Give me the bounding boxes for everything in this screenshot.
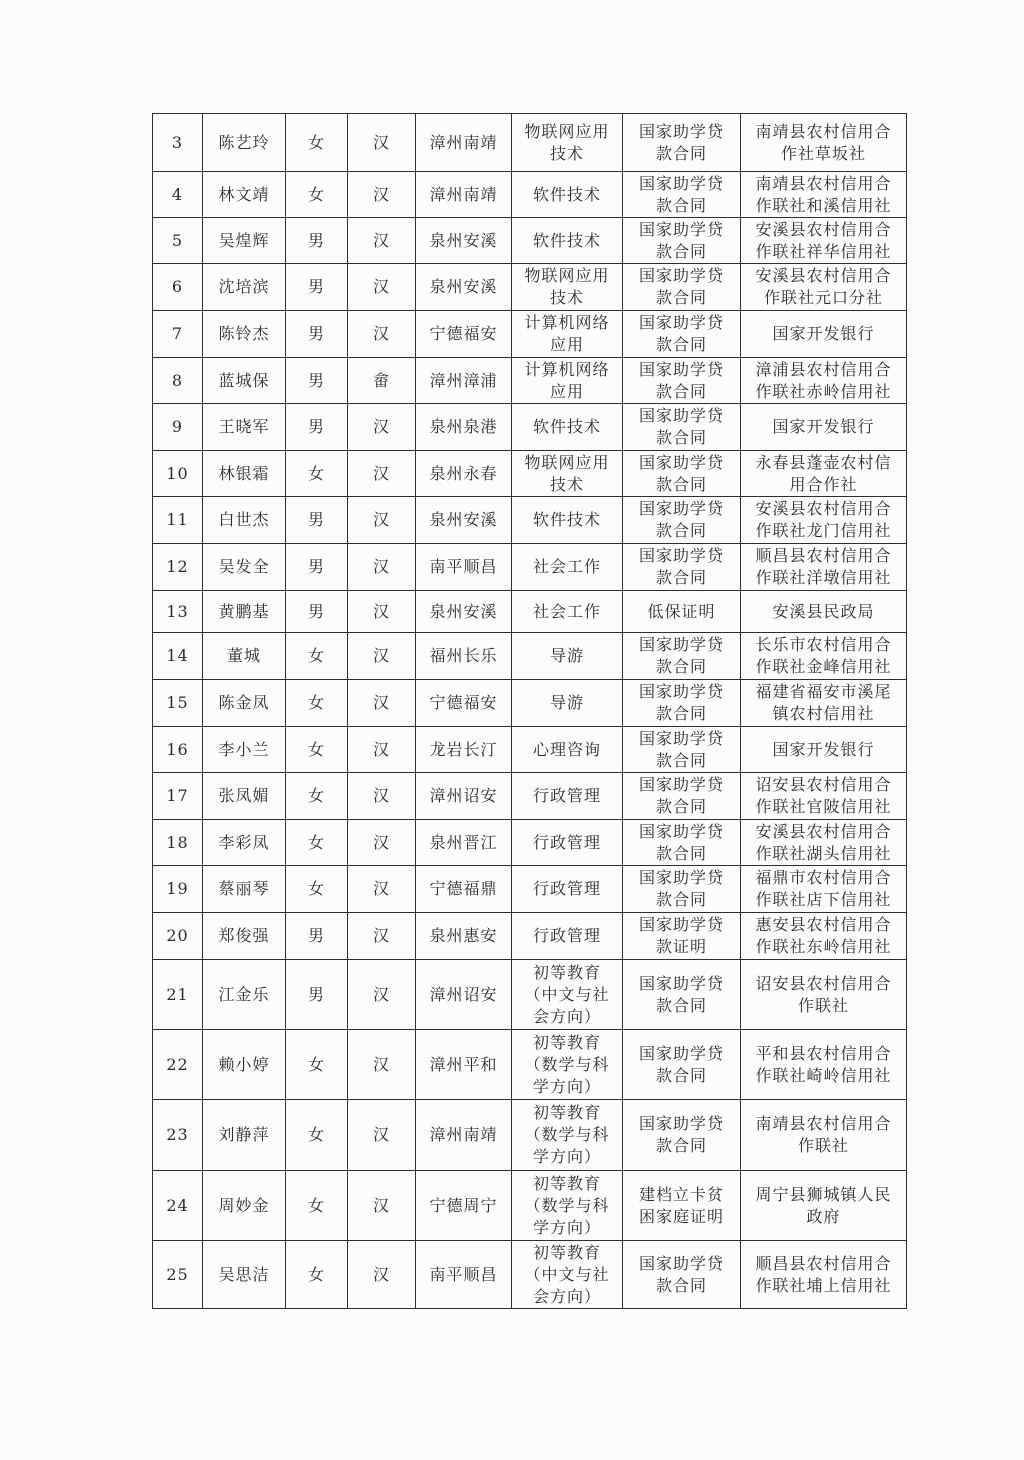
hometown-cell: 泉州安溪 <box>416 218 512 264</box>
ethnicity-cell: 畲 <box>348 358 416 404</box>
table-row <box>153 404 907 451</box>
issuing-institution-cell: 安溪县农村信用合 作联社元口分社 <box>741 264 907 311</box>
row-number-cell: 25 <box>153 1241 203 1309</box>
hometown-cell: 漳州南靖 <box>416 172 512 218</box>
student-name-cell: 黄鹏基 <box>203 591 286 633</box>
table-row <box>153 218 907 264</box>
hometown-cell: 泉州安溪 <box>416 497 512 544</box>
proof-document-cell: 国家助学贷 款合同 <box>623 1030 741 1100</box>
hometown-cell: 漳州平和 <box>416 1030 512 1100</box>
ethnicity-cell: 汉 <box>348 680 416 727</box>
hometown-cell: 漳州诏安 <box>416 960 512 1030</box>
ethnicity-cell: 汉 <box>348 820 416 866</box>
table-row <box>153 820 907 866</box>
table-row <box>153 1171 907 1241</box>
issuing-institution-cell: 南靖县农村信用合 作社草坂社 <box>741 114 907 172</box>
row-number-cell: 20 <box>153 913 203 960</box>
ethnicity-cell: 汉 <box>348 591 416 633</box>
row-number-cell: 24 <box>153 1171 203 1241</box>
ethnicity-cell: 汉 <box>348 1171 416 1241</box>
student-name-cell: 陈艺玲 <box>203 114 286 172</box>
row-number-cell: 6 <box>153 264 203 311</box>
issuing-institution-cell: 福鼎市农村信用合 作联社店下信用社 <box>741 866 907 913</box>
ethnicity-cell: 汉 <box>348 727 416 773</box>
gender-cell: 女 <box>286 451 348 497</box>
major-cell: 导游 <box>512 633 623 680</box>
table-row <box>153 1030 907 1100</box>
ethnicity-cell: 汉 <box>348 311 416 358</box>
issuing-institution-cell: 顺昌县农村信用合 作联社埔上信用社 <box>741 1241 907 1309</box>
major-cell: 行政管理 <box>512 866 623 913</box>
table-row <box>153 960 907 1030</box>
issuing-institution-cell: 国家开发银行 <box>741 404 907 451</box>
proof-document-cell: 国家助学贷 款合同 <box>623 544 741 591</box>
hometown-cell: 泉州永春 <box>416 451 512 497</box>
hometown-cell: 泉州晋江 <box>416 820 512 866</box>
ethnicity-cell: 汉 <box>348 451 416 497</box>
row-number-cell: 12 <box>153 544 203 591</box>
proof-document-cell: 国家助学贷 款合同 <box>623 727 741 773</box>
row-number-cell: 11 <box>153 497 203 544</box>
proof-document-cell: 建档立卡贫 困家庭证明 <box>623 1171 741 1241</box>
table-row <box>153 591 907 633</box>
issuing-institution-cell: 国家开发银行 <box>741 727 907 773</box>
issuing-institution-cell: 诏安县农村信用合 作联社官陂信用社 <box>741 773 907 820</box>
ethnicity-cell: 汉 <box>348 497 416 544</box>
proof-document-cell: 国家助学贷 款合同 <box>623 404 741 451</box>
gender-cell: 女 <box>286 1241 348 1309</box>
gender-cell: 女 <box>286 633 348 680</box>
ethnicity-cell: 汉 <box>348 114 416 172</box>
proof-document-cell: 国家助学贷 款证明 <box>623 913 741 960</box>
proof-document-cell: 国家助学贷 款合同 <box>623 1100 741 1171</box>
table-row <box>153 451 907 497</box>
table-row <box>153 633 907 680</box>
hometown-cell: 南平顺昌 <box>416 1241 512 1309</box>
row-number-cell: 5 <box>153 218 203 264</box>
major-cell: 计算机网络 应用 <box>512 358 623 404</box>
gender-cell: 女 <box>286 172 348 218</box>
student-name-cell: 张凤媚 <box>203 773 286 820</box>
student-name-cell: 董城 <box>203 633 286 680</box>
student-name-cell: 林银霜 <box>203 451 286 497</box>
row-number-cell: 3 <box>153 114 203 172</box>
proof-document-cell: 国家助学贷 款合同 <box>623 114 741 172</box>
major-cell: 物联网应用 技术 <box>512 114 623 172</box>
major-cell: 导游 <box>512 680 623 727</box>
student-name-cell: 刘静萍 <box>203 1100 286 1171</box>
major-cell: 初等教育 （中文与社 会方向） <box>512 960 623 1030</box>
issuing-institution-cell: 安溪县农村信用合 作联社祥华信用社 <box>741 218 907 264</box>
hometown-cell: 漳州漳浦 <box>416 358 512 404</box>
gender-cell: 男 <box>286 264 348 311</box>
row-number-cell: 7 <box>153 311 203 358</box>
table-row <box>153 311 907 358</box>
ethnicity-cell: 汉 <box>348 960 416 1030</box>
hometown-cell: 漳州南靖 <box>416 1100 512 1171</box>
gender-cell: 女 <box>286 114 348 172</box>
major-cell: 行政管理 <box>512 773 623 820</box>
gender-cell: 女 <box>286 1100 348 1171</box>
student-name-cell: 郑俊强 <box>203 913 286 960</box>
ethnicity-cell: 汉 <box>348 633 416 680</box>
major-cell: 物联网应用 技术 <box>512 451 623 497</box>
gender-cell: 男 <box>286 218 348 264</box>
ethnicity-cell: 汉 <box>348 544 416 591</box>
proof-document-cell: 国家助学贷 款合同 <box>623 680 741 727</box>
student-name-cell: 陈铃杰 <box>203 311 286 358</box>
proof-document-cell: 国家助学贷 款合同 <box>623 633 741 680</box>
hometown-cell: 泉州惠安 <box>416 913 512 960</box>
table-row <box>153 913 907 960</box>
student-name-cell: 林文靖 <box>203 172 286 218</box>
gender-cell: 男 <box>286 497 348 544</box>
gender-cell: 女 <box>286 680 348 727</box>
table-row <box>153 358 907 404</box>
major-cell: 社会工作 <box>512 544 623 591</box>
hometown-cell: 福州长乐 <box>416 633 512 680</box>
ethnicity-cell: 汉 <box>348 1241 416 1309</box>
proof-document-cell: 国家助学贷 款合同 <box>623 1241 741 1309</box>
proof-document-cell: 国家助学贷 款合同 <box>623 773 741 820</box>
issuing-institution-cell: 永春县蓬壶农村信 用合作社 <box>741 451 907 497</box>
hometown-cell: 泉州安溪 <box>416 591 512 633</box>
issuing-institution-cell: 漳浦县农村信用合 作联社赤岭信用社 <box>741 358 907 404</box>
major-cell: 软件技术 <box>512 218 623 264</box>
student-name-cell: 王晓军 <box>203 404 286 451</box>
table-row <box>153 1241 907 1309</box>
major-cell: 行政管理 <box>512 913 623 960</box>
gender-cell: 女 <box>286 1171 348 1241</box>
major-cell: 初等教育 （数学与科 学方向） <box>512 1171 623 1241</box>
row-number-cell: 18 <box>153 820 203 866</box>
issuing-institution-cell: 南靖县农村信用合 作联社和溪信用社 <box>741 172 907 218</box>
gender-cell: 男 <box>286 960 348 1030</box>
gender-cell: 男 <box>286 544 348 591</box>
issuing-institution-cell: 安溪县民政局 <box>741 591 907 633</box>
proof-document-cell: 国家助学贷 款合同 <box>623 960 741 1030</box>
table-row <box>153 1100 907 1171</box>
row-number-cell: 4 <box>153 172 203 218</box>
ethnicity-cell: 汉 <box>348 218 416 264</box>
gender-cell: 男 <box>286 311 348 358</box>
gender-cell: 女 <box>286 866 348 913</box>
hometown-cell: 宁德福安 <box>416 680 512 727</box>
proof-document-cell: 国家助学贷 款合同 <box>623 497 741 544</box>
row-number-cell: 8 <box>153 358 203 404</box>
hometown-cell: 龙岩长汀 <box>416 727 512 773</box>
table-row <box>153 680 907 727</box>
ethnicity-cell: 汉 <box>348 913 416 960</box>
row-number-cell: 19 <box>153 866 203 913</box>
gender-cell: 男 <box>286 404 348 451</box>
student-name-cell: 李彩凤 <box>203 820 286 866</box>
proof-document-cell: 国家助学贷 款合同 <box>623 358 741 404</box>
row-number-cell: 21 <box>153 960 203 1030</box>
gender-cell: 男 <box>286 913 348 960</box>
ethnicity-cell: 汉 <box>348 773 416 820</box>
issuing-institution-cell: 顺昌县农村信用合 作联社洋墩信用社 <box>741 544 907 591</box>
row-number-cell: 16 <box>153 727 203 773</box>
student-name-cell: 蓝城保 <box>203 358 286 404</box>
major-cell: 行政管理 <box>512 820 623 866</box>
issuing-institution-cell: 南靖县农村信用合 作联社 <box>741 1100 907 1171</box>
student-name-cell: 周妙金 <box>203 1171 286 1241</box>
ethnicity-cell: 汉 <box>348 1030 416 1100</box>
ethnicity-cell: 汉 <box>348 264 416 311</box>
row-number-cell: 15 <box>153 680 203 727</box>
table-row <box>153 172 907 218</box>
major-cell: 初等教育 （数学与科 学方向） <box>512 1100 623 1171</box>
issuing-institution-cell: 安溪县农村信用合 作联社龙门信用社 <box>741 497 907 544</box>
major-cell: 初等教育 （中文与社 会方向） <box>512 1241 623 1309</box>
major-cell: 计算机网络 应用 <box>512 311 623 358</box>
table-row <box>153 727 907 773</box>
issuing-institution-cell: 福建省福安市溪尾 镇农村信用社 <box>741 680 907 727</box>
gender-cell: 女 <box>286 820 348 866</box>
hometown-cell: 宁德福安 <box>416 311 512 358</box>
hometown-cell: 南平顺昌 <box>416 544 512 591</box>
student-name-cell: 吴发全 <box>203 544 286 591</box>
row-number-cell: 10 <box>153 451 203 497</box>
major-cell: 心理咨询 <box>512 727 623 773</box>
hometown-cell: 宁德周宁 <box>416 1171 512 1241</box>
table-row <box>153 114 907 172</box>
row-number-cell: 17 <box>153 773 203 820</box>
student-name-cell: 吴煌辉 <box>203 218 286 264</box>
major-cell: 社会工作 <box>512 591 623 633</box>
row-number-cell: 13 <box>153 591 203 633</box>
hometown-cell: 漳州诏安 <box>416 773 512 820</box>
issuing-institution-cell: 国家开发银行 <box>741 311 907 358</box>
issuing-institution-cell: 诏安县农村信用合 作联社 <box>741 960 907 1030</box>
ethnicity-cell: 汉 <box>348 866 416 913</box>
proof-document-cell: 国家助学贷 款合同 <box>623 218 741 264</box>
hometown-cell: 泉州泉港 <box>416 404 512 451</box>
gender-cell: 男 <box>286 591 348 633</box>
student-name-cell: 赖小婷 <box>203 1030 286 1100</box>
proof-document-cell: 国家助学贷 款合同 <box>623 311 741 358</box>
gender-cell: 男 <box>286 358 348 404</box>
issuing-institution-cell: 周宁县狮城镇人民 政府 <box>741 1171 907 1241</box>
table-row <box>153 866 907 913</box>
issuing-institution-cell: 安溪县农村信用合 作联社湖头信用社 <box>741 820 907 866</box>
ethnicity-cell: 汉 <box>348 1100 416 1171</box>
student-name-cell: 李小兰 <box>203 727 286 773</box>
proof-document-cell: 低保证明 <box>623 591 741 633</box>
proof-document-cell: 国家助学贷 款合同 <box>623 172 741 218</box>
gender-cell: 女 <box>286 1030 348 1100</box>
hometown-cell: 泉州安溪 <box>416 264 512 311</box>
proof-document-cell: 国家助学贷 款合同 <box>623 866 741 913</box>
table-row <box>153 264 907 311</box>
student-name-cell: 蔡丽琴 <box>203 866 286 913</box>
student-name-cell: 江金乐 <box>203 960 286 1030</box>
student-name-cell: 吴思洁 <box>203 1241 286 1309</box>
major-cell: 软件技术 <box>512 404 623 451</box>
proof-document-cell: 国家助学贷 款合同 <box>623 451 741 497</box>
issuing-institution-cell: 惠安县农村信用合 作联社东岭信用社 <box>741 913 907 960</box>
row-number-cell: 22 <box>153 1030 203 1100</box>
major-cell: 软件技术 <box>512 497 623 544</box>
student-name-cell: 白世杰 <box>203 497 286 544</box>
row-number-cell: 23 <box>153 1100 203 1171</box>
hometown-cell: 宁德福鼎 <box>416 866 512 913</box>
student-name-cell: 陈金凤 <box>203 680 286 727</box>
major-cell: 物联网应用 技术 <box>512 264 623 311</box>
issuing-institution-cell: 平和县农村信用合 作联社崎岭信用社 <box>741 1030 907 1100</box>
major-cell: 初等教育 （数学与科 学方向） <box>512 1030 623 1100</box>
gender-cell: 女 <box>286 773 348 820</box>
hometown-cell: 漳州南靖 <box>416 114 512 172</box>
student-name-cell: 沈培滨 <box>203 264 286 311</box>
proof-document-cell: 国家助学贷 款合同 <box>623 820 741 866</box>
table-row <box>153 773 907 820</box>
table-row <box>153 497 907 544</box>
table-row <box>153 544 907 591</box>
proof-document-cell: 国家助学贷 款合同 <box>623 264 741 311</box>
issuing-institution-cell: 长乐市农村信用合 作联社金峰信用社 <box>741 633 907 680</box>
major-cell: 软件技术 <box>512 172 623 218</box>
row-number-cell: 9 <box>153 404 203 451</box>
gender-cell: 女 <box>286 727 348 773</box>
row-number-cell: 14 <box>153 633 203 680</box>
ethnicity-cell: 汉 <box>348 172 416 218</box>
student-roster-table <box>152 113 907 1309</box>
ethnicity-cell: 汉 <box>348 404 416 451</box>
